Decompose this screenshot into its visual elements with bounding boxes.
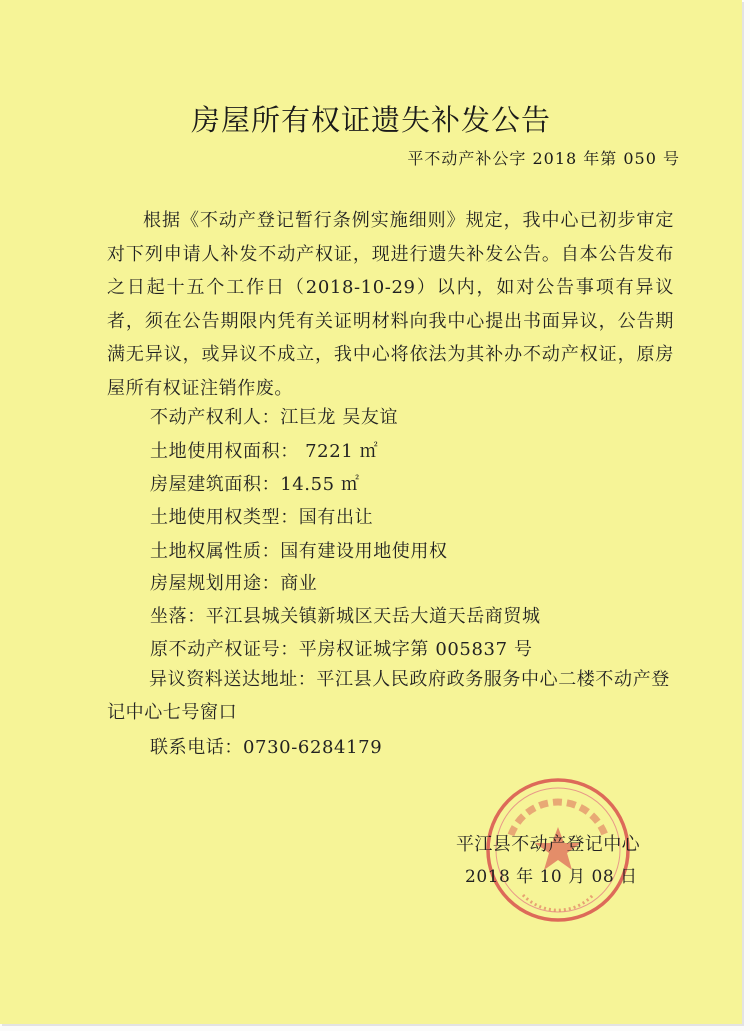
field-land-area: 土地使用权面积： 7221 ㎡ [150, 441, 379, 462]
field-phone: 联系电话：0730-6284179 [150, 737, 383, 758]
page-title: 房屋所有权证遗失补发公告 [190, 103, 551, 137]
field-planned-use: 房屋规划用途：商业 [150, 573, 318, 594]
field-location: 坐落：平江县城关镇新城区天岳大道天岳商贸城 [150, 606, 541, 627]
document-number: 平不动产补公字 2018 年第 050 号 [407, 149, 680, 168]
field-objection-address: 异议资料送达地址：平江县人民政府政务服务中心二楼不动产登记中心七号窗口 [107, 669, 670, 723]
field-building-area: 房屋建筑面积：14.55 ㎡ [150, 474, 360, 495]
field-land-nature: 土地权属性质：国有建设用地使用权 [150, 541, 448, 562]
signature-date: 2018 年 10 月 08 日 [465, 867, 638, 887]
signature-organization: 平江县不动产登记中心 [456, 834, 640, 855]
field-original-cert: 原不动产权证号：平房权证城字第 005837 号 [150, 639, 533, 660]
field-rights-holder: 不动产权利人：江巨龙 吴友谊 [150, 407, 399, 428]
field-land-use-type: 土地使用权类型：国有出让 [150, 507, 374, 528]
body-paragraph: 根据《不动产登记暂行条例实施细则》规定，我中心已初步审定对下列申请人补发不动产权证，现进行遗失补发公告。自本公告发布之日起十五个工作日（2018-10-29）以内，如对公告事项有异议者，须在公告期限内凭有关证明材料向我中心提出书面异议，公告期满无异议，或异议不成立，我中心将依法为其补办不动产权证，原房屋所有权证注销作废。 [107, 210, 674, 399]
